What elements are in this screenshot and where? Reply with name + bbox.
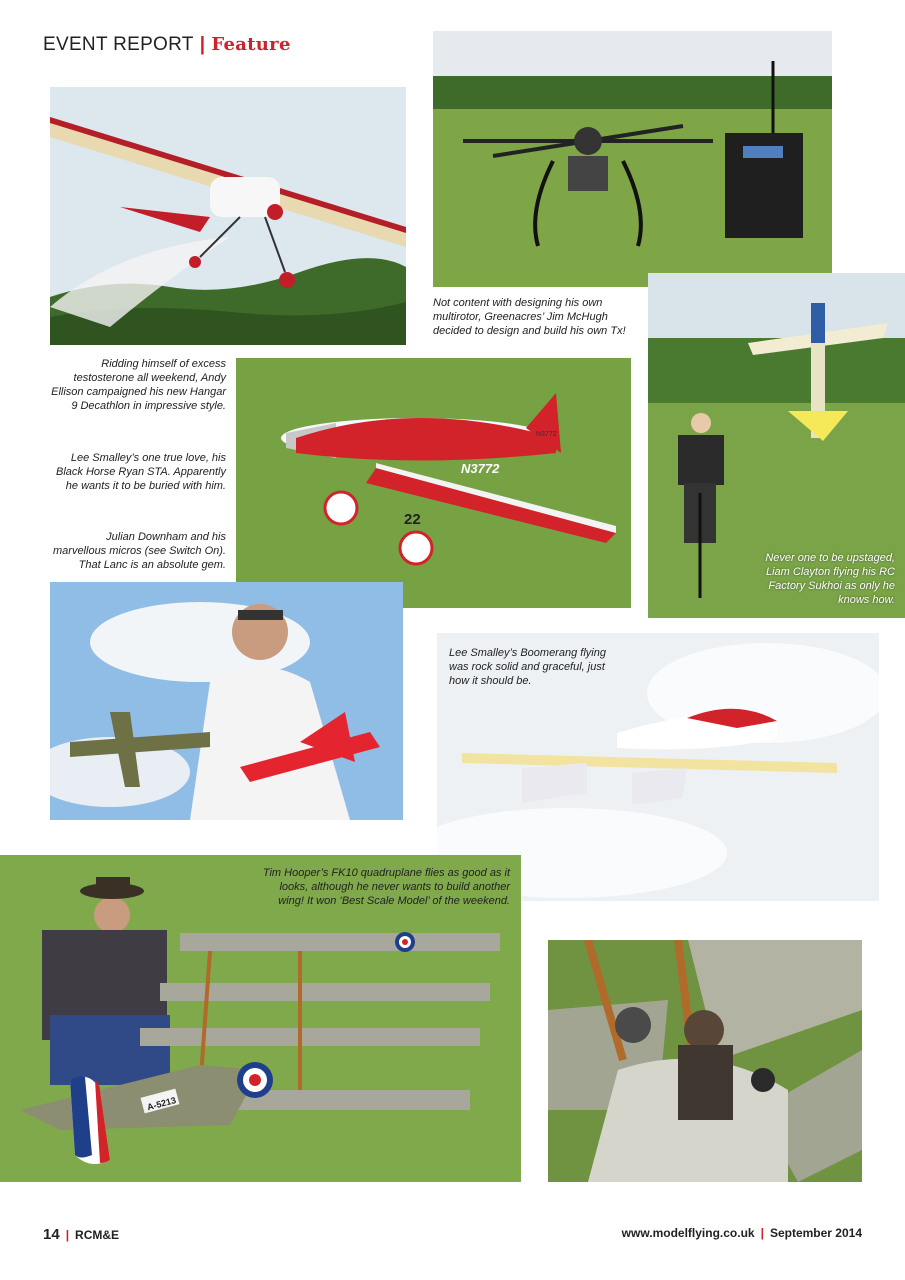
- photo-decathlon: [50, 87, 406, 345]
- section-header: [43, 34, 291, 56]
- caption-boomerang: Lee Smalley’s Boomerang flying was rock solid and graceful, just how it should be.: [449, 647, 606, 687]
- caption-sukhoi: Never one to be upstaged, Liam Clayton flying his RC Factory Sukhoi as only he knows how.: [765, 552, 895, 606]
- fk10-serial: A-5213: [145, 1095, 178, 1113]
- page-number: 14: [43, 1226, 60, 1243]
- feature-label: Feature: [211, 34, 291, 55]
- photo-cockpit-closeup: [548, 940, 862, 1182]
- ryan-registration: N3772: [461, 461, 500, 476]
- section-title: EVENT REPORT: [43, 34, 194, 55]
- footer-right: [622, 1226, 862, 1240]
- footer-left: [43, 1226, 119, 1243]
- ryan-wheel-number: 22: [404, 511, 421, 528]
- website-url: www.modelflying.co.uk: [621, 1226, 755, 1240]
- issue-date: September 2014: [769, 1226, 862, 1240]
- caption-decathlon: Ridding himself of excess testosterone all weekend, Andy Ellison campaigned his new Hangar 9 Decathlon in impressive style.: [51, 358, 226, 412]
- photo-micros: [50, 582, 403, 820]
- magazine-name: RCM&E: [75, 1228, 120, 1242]
- caption-fk10: Tim Hooper’s FK10 quadruplane flies as good as it looks, although he never wants to build another wing! It won ‘Best Scale Model’ of the weekend.: [262, 867, 510, 907]
- footer-separator-right: |: [760, 1226, 764, 1240]
- caption-ryan: Lee Smalley’s one true love, his Black Horse Ryan STA. Apparently he wants it to be buried with him.: [56, 452, 226, 492]
- footer-separator-left: |: [65, 1228, 70, 1242]
- ryan-tail-registration: N3772: [536, 431, 557, 438]
- photo-multirotor: [433, 31, 832, 287]
- photo-ryan-sta: [236, 358, 631, 608]
- header-separator: |: [199, 34, 206, 55]
- caption-multirotor: Not content with designing his own multirotor, Greenacres’ Jim McHugh decided to design and build his own Tx!: [433, 297, 626, 337]
- caption-micros: Julian Downham and his marvellous micros (see Switch On). That Lanc is an absolute gem.: [53, 531, 226, 571]
